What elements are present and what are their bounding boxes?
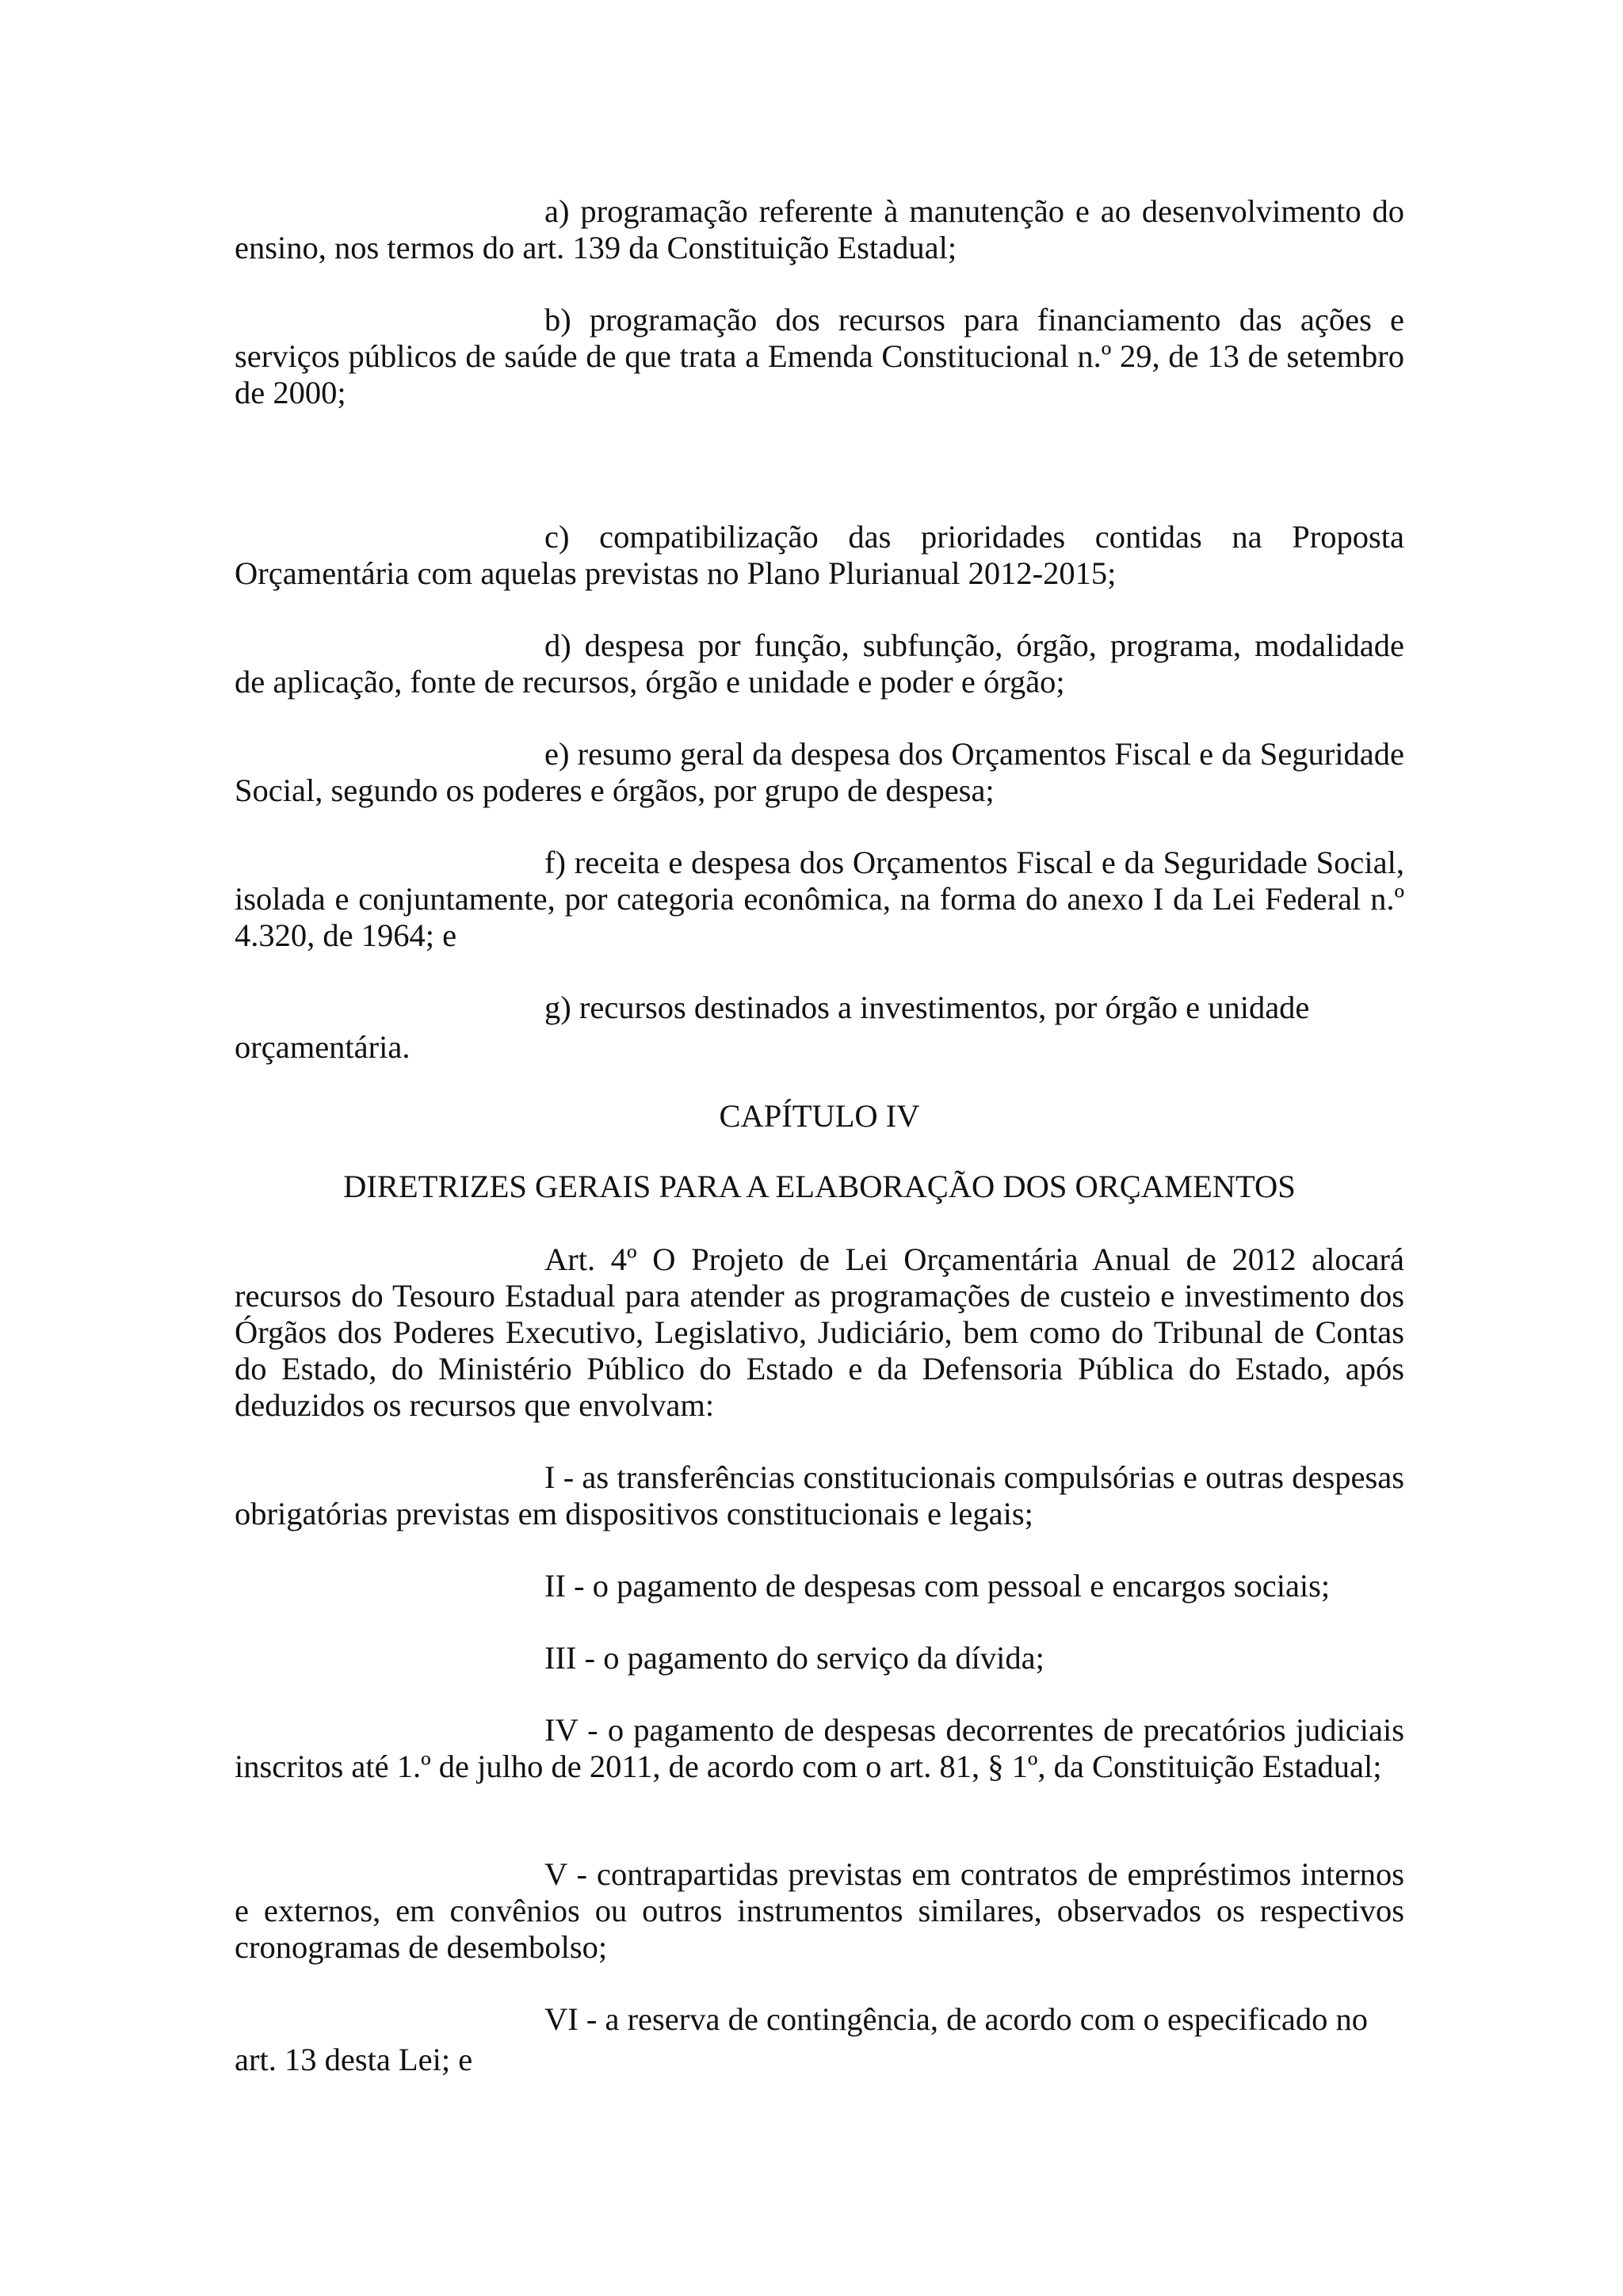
chapter-title: CAPÍTULO IV [719,1098,920,1134]
article-item-v: V - contrapartidas previstas em contratos de empréstimos internos e externos, em convênios ou outros instrumentos similares, observados os respectivos cronogramas de desembolso; [235,1856,1404,1965]
article-item-vi: VI - a reserva de contingência, de acordo com o especificado no [544,2001,1369,2037]
paragraph-c: c) compatibilização das prioridades contidas na Proposta Orçamentária com aquelas previstas no Plano Plurianual 2012-2015; [235,519,1404,591]
chapter-subtitle: DIRETRIZES GERAIS PARA A ELABORAÇÃO DOS ORÇAMENTOS [343,1169,1296,1204]
paragraph-f: f) receita e despesa dos Orçamentos Fiscal e da Seguridade Social, isolada e conjuntamente, por categoria econômica, na forma do anexo I da Lei Federal n.º 4.320, de 1964; e [235,845,1404,953]
article-item-iii: III - o pagamento do serviço da dívida; [544,1640,1044,1676]
paragraph-e: e) resumo geral da despesa dos Orçamentos Fiscal e da Seguridade Social, segundo os poderes e órgãos, por grupo de despesa; [235,736,1404,808]
paragraph-g-continuation: orçamentária. [235,1029,411,1065]
article-4: Art. 4º O Projeto de Lei Orçamentária Anual de 2012 alocará recursos do Tesouro Estadual para atender as programações de custeio e investimento dos Órgãos dos Poderes Executivo, Legislativo, Judiciário, bem como do Tribunal de Contas do Estado, do Ministério Público do Estado e da Defensoria Pública do Estado, após deduzidos os recursos que envolvam: [235,1241,1404,1423]
article-item-i: I - as transferências constitucionais compulsórias e outras despesas obrigatórias previstas em dispositivos constitucionais e legais; [235,1459,1404,1531]
article-item-vi-continuation: art. 13 desta Lei; e [235,2042,473,2077]
article-item-ii: II - o pagamento de despesas com pessoal e encargos sociais; [544,1568,1331,1604]
article-item-iv: IV - o pagamento de despesas decorrentes de precatórios judiciais inscritos até 1.º de julho de 2011, de acordo com o art. 81, § 1º, da Constituição Estadual; [235,1712,1404,1784]
paragraph-g: g) recursos destinados a investimentos, por órgão e unidade [544,990,1310,1025]
paragraph-b: b) programação dos recursos para financiamento das ações e serviços públicos de saúde de que trata a Emenda Constitucional n.º 29, de 13 de setembro de 2000; [235,302,1404,410]
paragraph-d: d) despesa por função, subfunção, órgão, programa, modalidade de aplicação, fonte de recursos, órgão e unidade e poder e órgão; [235,627,1404,700]
paragraph-a: a) programação referente à manutenção e ao desenvolvimento do ensino, nos termos do art. 139 da Constituição Estadual; [235,193,1404,265]
